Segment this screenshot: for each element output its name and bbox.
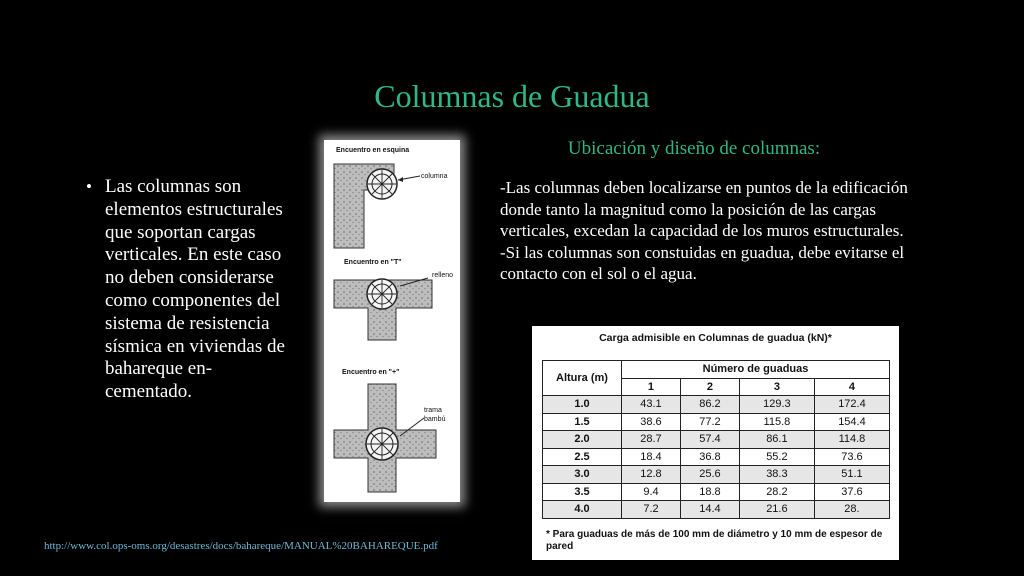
corner-joint [334,164,420,248]
value-cell: 21.6 [739,501,814,519]
value-cell: 18.4 [622,448,681,466]
column-header: 1 [622,378,681,396]
column-header: 2 [680,378,739,396]
label-plus: Encuentro en "+" [342,369,400,376]
table-row [543,431,890,449]
table-note: * Para guaduas de más de 100 mm de diámetro y 10 mm de espesor de pared [546,529,883,552]
table-title: Carga admisible en Columnas de guadua (kN)* [599,332,832,344]
altura-cell: 3.0 [543,466,622,484]
table-row [543,396,890,414]
tee-joint [334,278,432,340]
value-cell: 18.8 [680,483,739,501]
value-cell: 43.1 [622,396,681,414]
joints-diagram-svg [324,140,460,502]
table-row [543,501,890,519]
label-trama: trama [424,407,442,414]
bullet-list [86,176,286,404]
altura-cell: 2.0 [543,431,622,449]
slide-title: Columnas de Guadua [374,78,650,114]
altura-cell: 2.5 [543,448,622,466]
label-bambu: bambú [424,416,446,423]
plus-joint [334,384,436,492]
value-cell: 55.2 [739,448,814,466]
table-row [543,483,890,501]
value-cell: 28.2 [739,483,814,501]
value-cell: 57.4 [680,431,739,449]
column-header: 3 [739,378,814,396]
source-link[interactable]: http://www.col.ops-oms.org/desastres/docs/bahareque/MANUAL%20BAHAREQUE.pdf [44,540,438,552]
altura-cell: 4.0 [543,501,622,519]
value-cell: 14.4 [680,501,739,519]
value-cell: 38.3 [739,466,814,484]
table-row [543,466,890,484]
value-cell: 28.7 [622,431,681,449]
value-cell: 73.6 [814,448,889,466]
value-cell: 7.2 [622,501,681,519]
value-cell: 172.4 [814,396,889,414]
load-table-panel [532,326,899,560]
load-table [542,360,890,519]
label-columna: columna [421,173,448,180]
value-cell: 37.6 [814,483,889,501]
altura-cell: 1.0 [543,396,622,414]
altura-cell: 1.5 [543,413,622,431]
joints-diagram [324,140,460,502]
table-body [543,396,890,519]
value-cell: 154.4 [814,413,889,431]
value-cell: 115.8 [739,413,814,431]
value-cell: 28. [814,501,889,519]
row-header: Altura (m) [543,361,622,396]
bullet-dot-icon: • [86,177,92,196]
value-cell: 38.6 [622,413,681,431]
value-cell: 36.8 [680,448,739,466]
value-cell: 86.2 [680,396,739,414]
value-cell: 77.2 [680,413,739,431]
label-tee: Encuentro en "T" [344,259,402,266]
value-cell: 114.8 [814,431,889,449]
right-paragraph-2: -Si las columnas son constuidas en guadua, debe evitarse el contacto con el sol o el agua. [500,242,905,283]
right-text [500,177,930,285]
altura-cell: 3.5 [543,483,622,501]
table-row [543,448,890,466]
value-cell: 51.1 [814,466,889,484]
label-relleno: relleno [432,272,454,279]
value-cell: 12.8 [622,466,681,484]
label-corner: Encuentro en esquina [336,147,410,154]
group-header: Número de guaduas [622,361,890,379]
value-cell: 129.3 [739,396,814,414]
value-cell: 86.1 [739,431,814,449]
bullet-text: Las columnas son elementos estructurales que soportan cargas verticales. En este caso no deben considerarse como componentes del sistema de resistencia sísmica en viviendas de bahareque en-cementado. [105,176,285,403]
value-cell: 9.4 [622,483,681,501]
right-paragraph-1: -Las columnas deben localizarse en puntos de la edificación donde tanto la magnitud como la posición de las cargas verticales, excedan la capacidad de los muros estructurales. [500,178,908,240]
column-header: 4 [814,378,889,396]
value-cell: 25.6 [680,466,739,484]
right-heading: Ubicación y diseño de columnas: [567,138,821,159]
table-row [543,413,890,431]
